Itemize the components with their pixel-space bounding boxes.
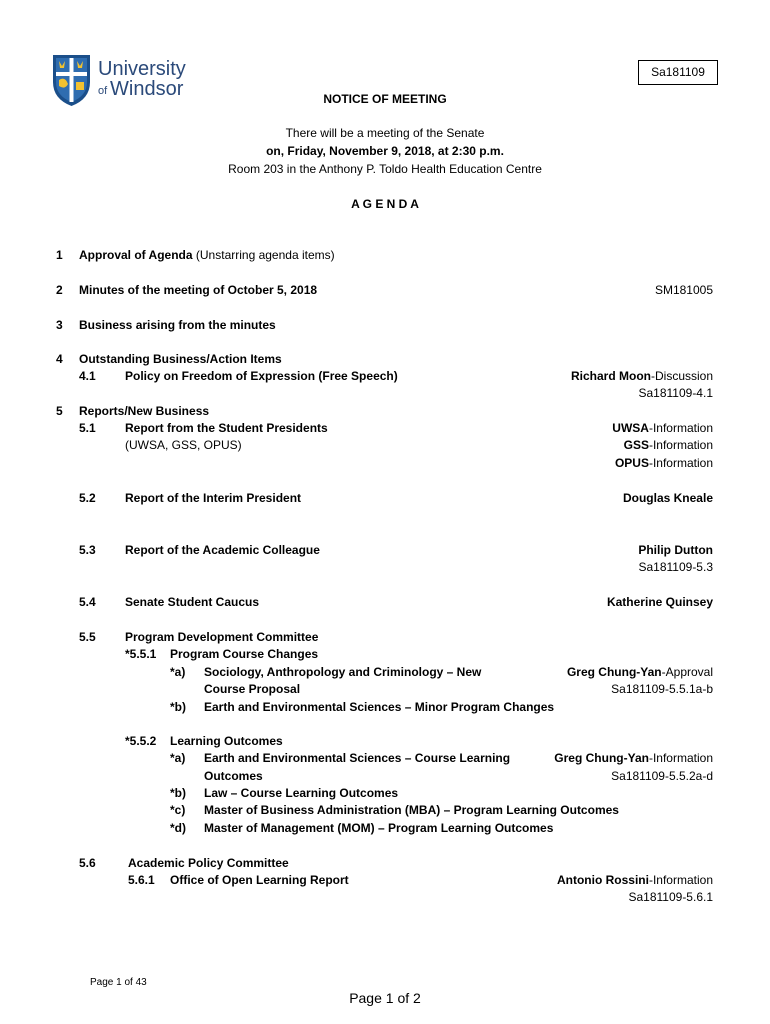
item-3-num: 3 [56,318,63,332]
item-5-6-1-presenter [440,873,713,887]
item-5-5-2a-num: *a) [170,751,186,765]
item-5-5-2a-title: Earth and Environmental Sciences – Course Learning [204,751,511,765]
item-5-5-1a-num: *a) [170,665,186,679]
item-5-5-1-num: *5.5.1 [125,647,157,661]
meeting-location: Room 203 in the Anthony P. Toldo Health Education Centre [228,162,542,176]
notice-title: NOTICE OF MEETING [323,92,447,106]
item-5-2-title: Report of the Interim President [125,491,302,505]
item-4-1-num: 4.1 [79,369,96,383]
item-5-1-title: Report from the Student Presidents [125,421,328,435]
presenter-action: -Approval [661,665,713,679]
logo-text-windsor: Windsor [110,78,184,100]
item-1-num: 1 [56,248,63,262]
item-4-1-title: Policy on Freedom of Expression (Free Speech) [125,369,398,383]
item-5-3-title: Report of the Academic Colleague [125,543,320,557]
item-5-5-2-num: *5.5.2 [125,734,157,748]
item-5-5-2d-num: *d) [170,821,186,835]
meeting-intro: There will be a meeting of the Senate [285,126,485,140]
logo-text-of: of [98,85,108,97]
item-4-num: 4 [56,352,63,366]
item-5-5-2a-ref: Sa181109-5.5.2a-d [611,769,713,783]
item-5-6-1-title: Office of Open Learning Report [170,873,349,887]
item-4-1-ref: Sa181109-4.1 [638,386,713,400]
item-5-5-num: 5.5 [79,630,96,644]
presenter-name: Greg Chung-Yan [554,751,649,765]
inner-page-number: Page 1 of 43 [90,977,147,988]
item-5-2-presenter: Douglas Kneale [622,491,713,505]
item-2-num: 2 [56,283,63,297]
agenda-title: A G E N D A [351,197,419,211]
item-5-5-1-title: Program Course Changes [170,647,319,661]
presenter-action: -Information [648,873,713,887]
item-5-1-presenter-1 [440,421,713,435]
item-5-num: 5 [56,404,63,418]
item-5-1-sub: (UWSA, GSS, OPUS) [125,438,242,452]
item-5-3-presenter: Philip Dutton [638,543,713,557]
item-5-title: Reports/New Business [79,404,210,418]
item-5-2-num: 5.2 [79,491,96,505]
item-5-1-presenter-3 [440,456,713,470]
presenter-action: -Information [648,421,713,435]
item-5-5-2d-title: Master of Management (MOM) – Program Learning Outcomes [204,821,554,835]
item-5-5-1a-ref: Sa181109-5.5.1a-b [611,682,713,696]
presenter-action: -Information [648,456,713,470]
presenter-action: -Discussion [650,369,713,383]
presenter-name: OPUS [614,456,649,470]
item-5-5-1b-title: Earth and Environmental Sciences – Minor Program Changes [204,700,555,714]
logo-text-university: University [98,58,186,80]
item-5-5-2a-presenter [440,751,713,765]
document-id-box: Sa181109 [638,60,718,85]
item-4-title: Outstanding Business/Action Items [79,352,282,366]
item-5-6-title: Academic Policy Committee [128,856,289,870]
item-5-5-1b-num: *b) [170,700,186,714]
item-1-note: (Unstarring agenda items) [192,248,335,262]
item-5-5-title: Program Development Committee [125,630,319,644]
item-5-5-2c-num: *c) [170,803,186,817]
item-5-1-num: 5.1 [79,421,96,435]
presenter-name: UWSA [612,421,649,435]
item-5-4-presenter: Katherine Quinsey [606,595,713,609]
item-5-6-num: 5.6 [79,856,96,870]
presenter-name: Greg Chung-Yan [566,665,662,679]
presenter-name: Antonio Rossini [556,873,649,887]
item-1 [79,248,335,262]
presenter-action: -Information [648,751,713,765]
meeting-date: on, Friday, November 9, 2018, at 2:30 p.m. [266,144,504,158]
item-5-5-2a-title-2: Outcomes [204,769,263,783]
item-5-5-2b-num: *b) [170,786,186,800]
item-5-5-1a-title-2: Course Proposal [204,682,301,696]
item-5-5-2-title: Learning Outcomes [170,734,283,748]
item-2-ref: SM181005 [654,283,713,297]
item-1-title: Approval of Agenda [79,248,193,262]
presenter-action: -Information [648,438,713,452]
item-5-4-title: Senate Student Caucus [125,595,260,609]
item-5-3-num: 5.3 [79,543,96,557]
item-3-title: Business arising from the minutes [79,318,276,332]
item-5-4-num: 5.4 [79,595,96,609]
item-5-6-1-num: 5.6.1 [128,873,155,887]
item-5-5-2b-title: Law – Course Learning Outcomes [204,786,399,800]
outer-page-number: Page 1 of 2 [349,990,421,1006]
item-5-6-1-ref: Sa181109-5.6.1 [628,890,713,904]
item-5-1-presenter-2 [440,438,713,452]
presenter-name: Richard Moon [570,369,651,383]
item-5-5-1a-presenter [440,665,713,679]
item-2-title: Minutes of the meeting of October 5, 2018 [79,283,318,297]
item-5-5-2c-title: Master of Business Administration (MBA) – Program Learning Outcomes [204,803,619,817]
item-5-5-1a-title: Sociology, Anthropology and Criminology – New [204,665,482,679]
item-4-1-presenter [440,369,713,383]
item-5-3-ref: Sa181109-5.3 [638,560,713,574]
presenter-name: GSS [623,438,649,452]
